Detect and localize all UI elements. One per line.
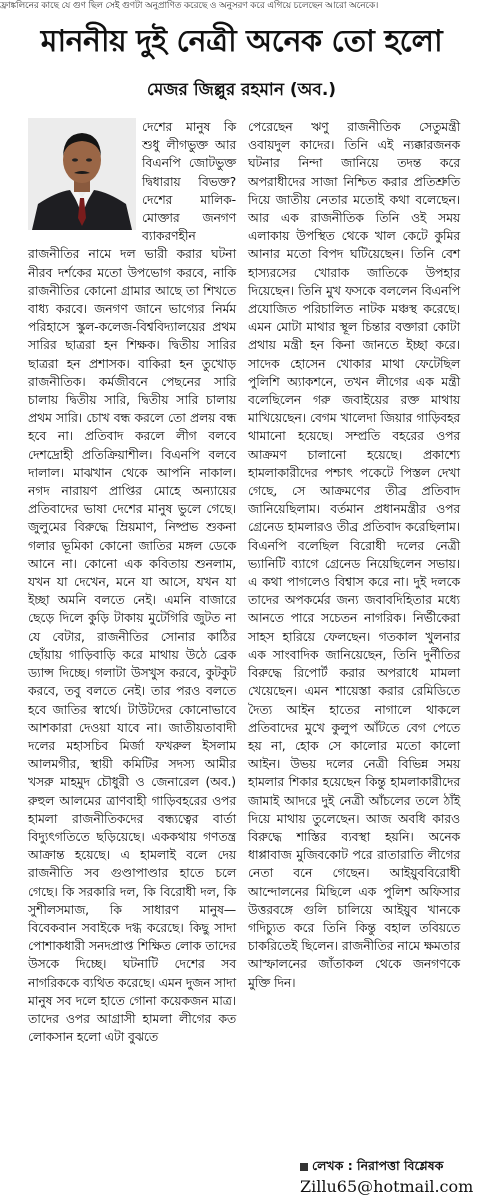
headline: মাননীয় দুই নেত্রী অনেক তো হলো — [40, 24, 443, 59]
previous-article-strip: ফ্রাঙ্কলিনের কাছে যে গুণ ছিল সেই গুণটা অনুপ্রাণিত করেছে ও অনুসরণ করে এগিয়ে চলেছেন আরো অনেকে। — [0, 1, 379, 11]
article-column-2 — [248, 118, 460, 992]
photo-wrap-space — [28, 118, 142, 230]
column-2-text: পেরেছেন ঋণু রাজনীতিক সেতুমন্ত্রী ওবায়দুল কাদের। তিনি এই ন্যক্কারজনক ঘটনার নিন্দা জানিয়ে তদন্ত করে অপরাধীদের সাজা নিশ্চিত করার প্রতিশ্রুতি দিয়ে জাতীয় নেতার মতোই কথা বলেছেন। আর এক রাজনীতিক তিনি ওই সময় এলাকায় উপস্থিত থেকে খাল কেটে কুমির আনার মতো বিপদ ঘটিয়েছেন। তিনি বেশ হাস্যরসের খোরাক জাতিকে উপহার দিয়েছেন। তিনি মুখ ফসকে বললেন বিএনপি প্রযোজিত পরিচালিত নাটক মঞ্চস্থ করেছে। এমন মোটা মাথার স্থূল চিন্তার বক্তারা কোটা প্রথায় মন্ত্রী হন কিনা জানতে ইচ্ছা করে। সাদেক হোসেন খোকার মাথা ফেটেছিল পুলিশি অ্যাকশনে, তখন লীগের এক মন্ত্রী বলেছিলেন গরু জবাইয়ের রক্ত মাথায় মাখিয়েছেন। বেগম খালেদা জিয়ার গাড়িবহর থামানো হয়েছে। সম্প্রতি বহরের ওপর আক্রমণ চালানো হয়েছে। প্রকাশ্যে হামলাকারীদের পশ্চাৎ পকেটে পিস্তল দেখা গেছে, সে আক্রমণের তীব্র প্রতিবাদ জানিয়েছিলাম। বর্তমান প্রধানমন্ত্রীর ওপর গ্রেনেড হামলারও তীব্র প্রতিবাদ করেছিলাম। বিএনপি বলেছিল বিরোধী দলের নেত্রী ভ্যানিটি ব্যাগে গ্রেনেড নিয়েছিলেন সভায়। এ কথা পাগলেও বিশ্বাস করে না। দুই দলকে তাদের অপকর্মের জন্য জবাবদিহিতার মধ্যে আনতে পারে সচেতন নাগরিক। নির্ভীকেরা সাহস হারিয়ে ফেলছেন। গতকাল খুলনার এক সাংবাদিক জানিয়েছেন, তিনি দুর্নীতির বিরুদ্ধে রিপোর্ট করার অপরাধে মামলা খেয়েছেন। এমন শায়েস্তা করার রেমিডিতে দৈত্য আইন হাতের নাগালে থাকলে প্রতিবাদের মুখে কুলুপ আঁটতে বেগ পেতে হয় না, হোক সে কালোর মতো কালো আইন। উভয় দলের নেত্রী বিভিন্ন সময় হামলার শিকার হয়েছেন কিন্তু হামলাকারীদের জামাই আদরে দুই নেত্রী আঁচলের তলে ঠাঁই দিয়ে মাথায় তুলেছেন। আজ অবধি কারও বিরুদ্ধে শাস্তির ব্যবস্থা হয়নি। অনেক ধাপ্পাবাজ মুজিবকোট পরে রাতারাতি লীগের নেতা বনে গেছেন। আইয়ুববিরোধী আন্দোলনের মিছিলে এক পুলিশ অফিসার উত্তরবঙ্গে গুলি চালিয়ে আইয়ুব খানকে গদিচ্যুত করে তিনি কিন্তু বহাল তবিয়তে চাকরিতেই ছিলেন। রাজনীতির নামে ক্ষমতার আস্ফালনের জাঁতাকল থেকে জনগণকে মুক্তি দিন। — [248, 119, 460, 990]
author-email: Zillu65@hotmail.com — [300, 1177, 474, 1196]
author-credit — [300, 1158, 443, 1178]
author-label: লেখক : নিরাপত্তা বিশ্লেষক — [312, 1158, 444, 1173]
column-1-text: দেশের মানুষ কি শুধু লীগভুক্ত আর বিএনপি জোটভুক্ত দ্বিধারায় বিভক্ত? দেশের মালিক-মোক্তার জনগণ ব্যাকরণহীন রাজনীতির নামে দল ভারী করার ঘটনা নীরব দর্শকের মতো উপভোগ করবে, নাকি রাজনীতির কোনো গ্রামার আছে তা শিখতে বাধ্য করবে। জনগণ জানে ভাগ্যের নির্মম পরিহাসে স্কুল-কলেজ-বিশ্ববিদ্যালয়ের প্রথম সারির ছাত্ররা হন শিক্ষক। দ্বিতীয় সারির ছাত্ররা হন প্রশাসক। বাকিরা হন তুখোড় রাজনীতিক। কর্মজীবনে পেছনের সারি চালায় দ্বিতীয় সারি, দ্বিতীয় সারি চালায় প্রথম সারি। চোখ বন্ধ করলে তো প্রলয় বন্ধ হবে না। প্রতিবাদ করলে লীগ বলবে দেশদ্রোহী প্রতিক্রিয়াশীল। বিএনপি বলবে দালাল। মাঝখান থেকে আপনি নাকাল। নগদ নারায়ণ প্রাপ্তির মোহে অন্যায়ের প্রতিবাদের ভাষা দেশের মানুষ ভুলে গেছে। জুলুমের বিরুদ্ধে ম্রিয়মাণ, নিষ্প্রভ শুকনা গলার ভূমিকা কোনো জাতির মঙ্গল ডেকে আনে না। কোনো এক কবিতায় শুনলাম, যখন যা দেখেন, মনে যা আসে, যখন যা ইচ্ছা অমনি বলতে নেই। এমনি বাজারে ছেড়ে দিলে কুড়ি টাকায় মুটেগিরি জুটত না যে বেটার, রাজনীতির সোনার কাঠির ছোঁয়ায় গাড়িবাড়ি করে মাথায় উঠে ব্রেক ড্যান্স দিচ্ছে। গলাটা উসখুস করবে, কুটকুট করবে, তবু বলতে নেই। তার পরও বলতে হবে জাতির স্বার্থে। টাউটদের কোনোভাবে আশকারা দেওয়া যাবে না। জাতীয়তাবাদী দলের মহাসচিব মির্জা ফখরুল ইসলাম আলমগীর, স্থায়ী কমিটির সদস্য আমীর খসরু মাহমুদ চৌধুরী ও জেনারেল (অব.) রুহুল আলমের ত্রাণবাহী গাড়িবহরের ওপর হামলা রাজনীতিকদের বন্ধ্যত্বের বার্তা বিদ্যুৎগতিতে ছড়িয়েছে। এককথায় গণতন্ত্র আক্রান্ত হয়েছে। এ হামলাই বলে দেয় রাজনীতি সব গুণ্ডাপাণ্ডার হাতে চলে গেছে। কি সরকারি দল, কি বিরোধী দল, কি সুশীলসমাজ, কি সাধারণ মানুষ— বিবেকবান সবাইকে দগ্ধ করেছে। কিছু সাদা পোশাকধারী সনদপ্রাপ্ত শিক্ষিত লোক তাদের উসকে দিচ্ছে। ঘটনাটি দেশের সব নাগরিককে ব্যথিত করেছে। এমন দুজন সাদা মানুষ সব দলে হাতে গোনা কয়েকজন মাত্র। তাদের ওপর আগ্রাসী হামলা লীগের কত লোকসান হলো এটা বুঝতে — [28, 119, 236, 1045]
article-column-1 — [28, 118, 236, 1046]
byline: মেজর জিল্লুর রহমান (অব.) — [146, 80, 337, 100]
square-bullet-icon — [300, 1163, 308, 1171]
